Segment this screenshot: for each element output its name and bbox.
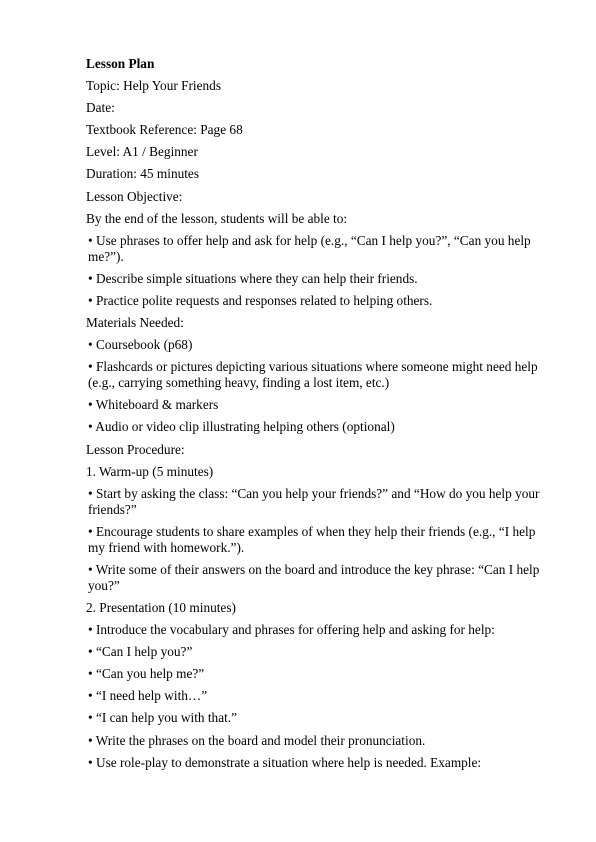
bullet-line: • Encourage students to share examples of when they help their friends (e.g., “I help my friend with homework.”). <box>88 523 536 555</box>
bullet-line: • Flashcards or pictures depicting various situations where someone might need help (e.g., carrying something heavy, finding a lost item, etc.) <box>88 359 538 391</box>
text-line: Lesson Objective: <box>86 188 183 204</box>
document-title: Lesson Plan <box>86 56 155 71</box>
bullet-line: • Start by asking the class: “Can you help your friends?” and “How do you help your friends?” <box>88 485 540 517</box>
text-line: By the end of the lesson, students will be able to: <box>86 210 348 226</box>
bullet-line: • Practice polite requests and responses related to helping others. <box>88 292 433 308</box>
lesson-plan-page <box>86 56 546 777</box>
bullet-line: • Write some of their answers on the board and introduce the key phrase: “Can I help you?” <box>88 561 540 593</box>
text-line: Duration: 45 minutes <box>86 166 200 182</box>
text-line: 2. Presentation (10 minutes) <box>86 599 236 615</box>
bullet-line: • “I need help with…” <box>88 688 208 704</box>
bullet-line: • Whiteboard & markers <box>88 397 219 413</box>
text-line: Date: <box>86 100 115 116</box>
bullet-line: • “I can help you with that.” <box>88 710 238 726</box>
text-line: Topic: Help Your Friends <box>86 78 221 94</box>
document-body <box>86 78 546 771</box>
bullet-line: • Audio or video clip illustrating helping others (optional) <box>88 419 395 435</box>
bullet-line: • Describe simple situations where they can help their friends. <box>88 270 418 286</box>
text-line: Lesson Procedure: <box>86 441 185 457</box>
text-line: Level: A1 / Beginner <box>86 144 198 160</box>
bullet-line: • Coursebook (p68) <box>88 337 193 353</box>
bullet-line: • “Can you help me?” <box>88 666 205 682</box>
bullet-line: • “Can I help you?” <box>88 644 193 660</box>
text-line: 1. Warm-up (5 minutes) <box>86 463 214 479</box>
bullet-line: • Use phrases to offer help and ask for help (e.g., “Can I help you?”, “Can you help me?”). <box>88 232 531 264</box>
bullet-line: • Use role-play to demonstrate a situation where help is needed. Example: <box>88 754 482 770</box>
text-line: Materials Needed: <box>86 315 184 331</box>
bullet-line: • Write the phrases on the board and model their pronunciation. <box>88 732 426 748</box>
bullet-line: • Introduce the vocabulary and phrases for offering help and asking for help: <box>88 622 495 638</box>
text-line: Textbook Reference: Page 68 <box>86 122 243 138</box>
